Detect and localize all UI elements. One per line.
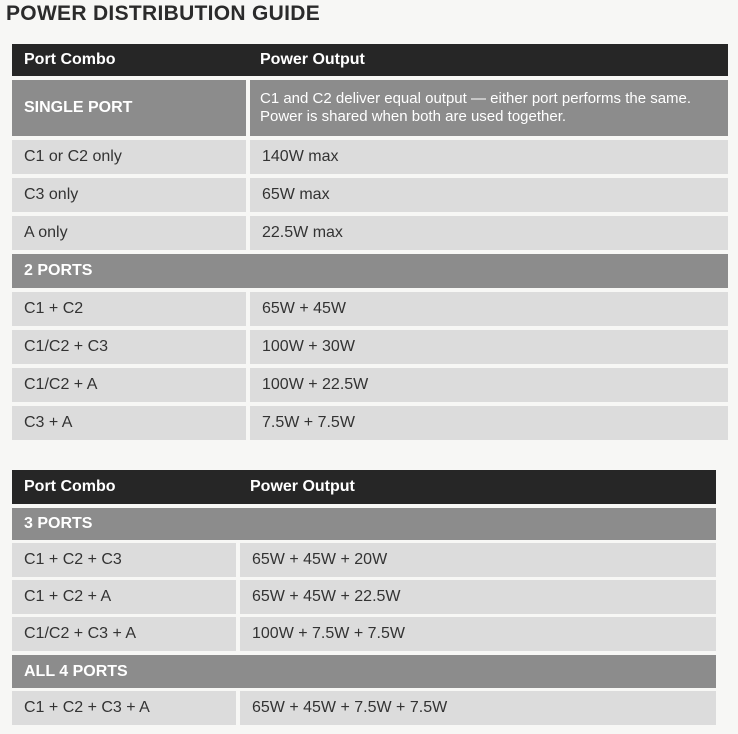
section-label: 2 PORTS bbox=[24, 262, 93, 279]
table-row bbox=[12, 368, 728, 402]
port-combo-cell: C1/C2 + A bbox=[12, 368, 246, 402]
port-combo-cell: C1 or C2 only bbox=[12, 140, 246, 174]
power-output-cell: 65W + 45W + 7.5W + 7.5W bbox=[240, 691, 716, 725]
table-row bbox=[12, 543, 716, 577]
column-header-power-output: Power Output bbox=[260, 51, 365, 68]
table-row bbox=[12, 580, 716, 614]
column-header-power-output: Power Output bbox=[250, 478, 355, 495]
column-header-port-combo: Port Combo bbox=[24, 51, 116, 68]
table-row bbox=[12, 330, 728, 364]
column-header-port-combo: Port Combo bbox=[24, 478, 116, 495]
power-output-cell: 7.5W + 7.5W bbox=[250, 406, 728, 440]
section-label: ALL 4 PORTS bbox=[24, 662, 128, 680]
section-row-single-port bbox=[12, 80, 728, 136]
section-label: SINGLE PORT bbox=[12, 80, 246, 136]
power-output-cell: 100W + 30W bbox=[250, 330, 728, 364]
section-row-all-4-ports bbox=[12, 655, 716, 688]
table-row bbox=[12, 140, 728, 174]
section-row-3-ports bbox=[12, 508, 716, 540]
table-row bbox=[12, 292, 728, 326]
power-output-cell: 65W + 45W + 20W bbox=[240, 543, 716, 577]
power-output-cell: 140W max bbox=[250, 140, 728, 174]
power-output-cell: 100W + 22.5W bbox=[250, 368, 728, 402]
port-combo-cell: A only bbox=[12, 216, 246, 250]
table-header bbox=[12, 44, 728, 76]
table-header bbox=[12, 470, 716, 504]
port-combo-cell: C3 only bbox=[12, 178, 246, 212]
table-row bbox=[12, 691, 716, 725]
port-combo-cell: C1/C2 + C3 + A bbox=[12, 617, 236, 651]
power-output-cell: 65W max bbox=[250, 178, 728, 212]
port-combo-cell: C3 + A bbox=[12, 406, 246, 440]
table-row bbox=[12, 617, 716, 651]
power-output-cell: 22.5W max bbox=[250, 216, 728, 250]
table-row bbox=[12, 406, 728, 440]
port-combo-cell: C1/C2 + C3 bbox=[12, 330, 246, 364]
port-combo-cell: C1 + C2 + C3 + A bbox=[12, 691, 236, 725]
port-combo-cell: C1 + C2 bbox=[12, 292, 246, 326]
section-row-2-ports bbox=[12, 254, 728, 288]
section-label: 3 PORTS bbox=[24, 515, 93, 532]
section-note: C1 and C2 deliver equal output — either port performs the same. Power is shared when both are used together. bbox=[250, 80, 728, 136]
power-output-cell: 65W + 45W + 22.5W bbox=[240, 580, 716, 614]
power-output-cell: 65W + 45W bbox=[250, 292, 728, 326]
table-row bbox=[12, 178, 728, 212]
port-combo-cell: C1 + C2 + C3 bbox=[12, 543, 236, 577]
power-output-cell: 100W + 7.5W + 7.5W bbox=[240, 617, 716, 651]
table-row bbox=[12, 216, 728, 250]
page-title: POWER DISTRIBUTION GUIDE bbox=[6, 2, 321, 25]
port-combo-cell: C1 + C2 + A bbox=[12, 580, 236, 614]
